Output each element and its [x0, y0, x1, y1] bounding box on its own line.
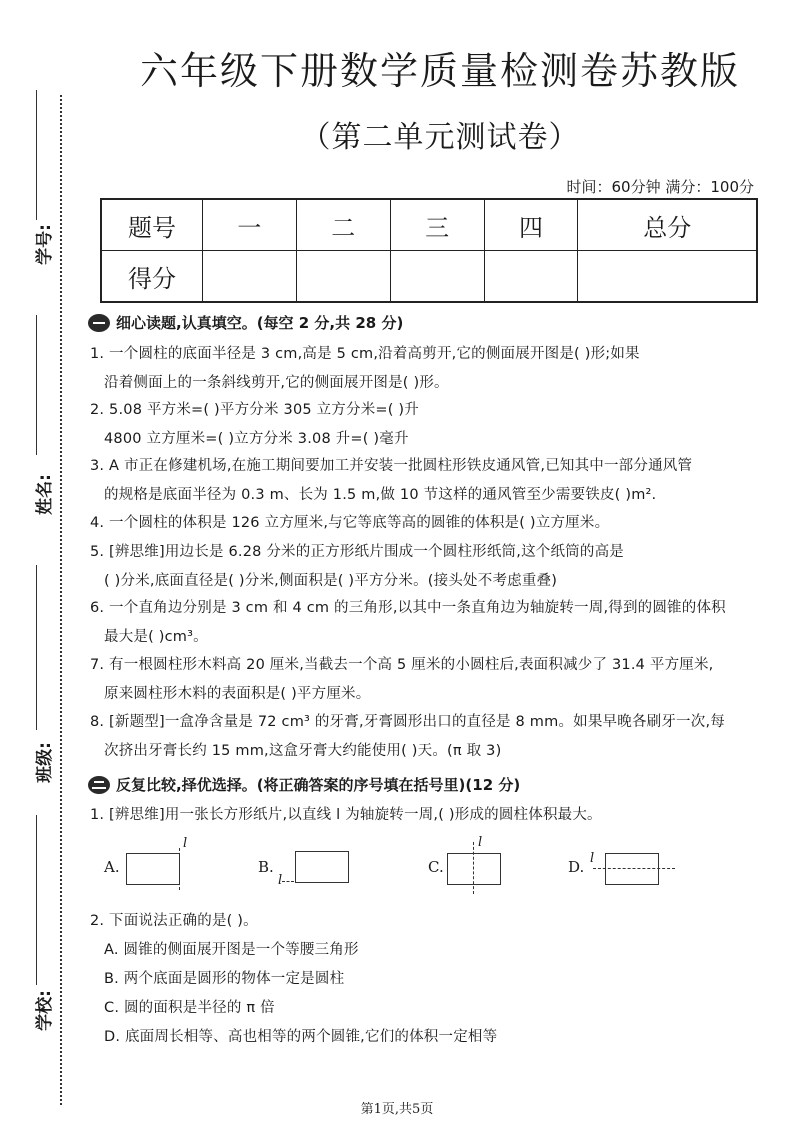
rectangle-shape: [126, 853, 180, 885]
choice-b[interactable]: B. 两个底面是圆形的物体一定是圆柱: [104, 971, 345, 987]
option-label: C.: [428, 858, 444, 876]
score-table-header-row: [101, 199, 757, 251]
rectangle-shape: [295, 851, 349, 883]
score-cell[interactable]: [203, 251, 297, 303]
choice-d[interactable]: D. 底面周长相等、高也相等的两个圆锥,它们的体积一定相等: [104, 1029, 498, 1045]
score-header-cell: 二: [296, 199, 390, 251]
question-text: 的规格是底面半径为 0.3 m、长为 1.5 m,做 10 节这样的通风管至少需要铁皮( )m².: [104, 487, 657, 503]
score-header-cell: 四: [484, 199, 578, 251]
question-1-3: [90, 452, 780, 510]
question-text: 次挤出牙膏长约 15 mm,这盒牙膏大约能使用( )天。(π 取 3): [104, 743, 502, 759]
score-cell[interactable]: [390, 251, 484, 303]
question-text: 1. 一个圆柱的底面半径是 3 cm,高是 5 cm,沿着高剪开,它的侧面展开图是( )形;如果: [90, 346, 640, 362]
school-label: 学校:: [34, 990, 55, 1031]
name-line: [36, 315, 37, 455]
question-1-8: [90, 708, 780, 766]
option-label: B.: [258, 858, 274, 876]
score-cell[interactable]: [296, 251, 390, 303]
section-1-badge-icon: [88, 314, 110, 332]
question-text: 4. 一个圆柱的体积是 126 立方厘米,与它等底等高的圆锥的体积是( )立方厘米。: [90, 515, 610, 531]
question-text: 原来圆柱形木料的表面积是( )平方厘米。: [104, 686, 371, 702]
axis-line: [282, 881, 294, 882]
question-text: 最大是( )cm³。: [104, 629, 208, 645]
school-line: [36, 815, 37, 985]
class-label: 班级:: [34, 742, 55, 783]
question-text: 8. [新题型]一盒净含量是 72 cm³ 的牙膏,牙膏圆形出口的直径是 8 mm。如果早晚各刷牙一次,每: [90, 714, 725, 730]
axis-label: l: [590, 851, 595, 866]
question-1-7: [90, 651, 780, 709]
score-header-cell: 一: [203, 199, 297, 251]
score-cell[interactable]: [578, 251, 757, 303]
question-text: 2. 下面说法正确的是( )。: [90, 913, 258, 929]
student-id-label: 学号:: [34, 224, 55, 265]
question-text: ( )分米,底面直径是( )分米,侧面积是( )平方分米。(接头处不考虑重叠): [104, 573, 558, 589]
score-header-cell: 三: [390, 199, 484, 251]
section-2-heading-text: 反复比较,择优选择。(将正确答案的序号填在括号里)(12 分): [116, 776, 521, 794]
score-header-cell: 题号: [101, 199, 203, 251]
section-2-badge-icon: [88, 776, 110, 794]
score-table-score-row: [101, 251, 757, 303]
question-1-5: [90, 538, 780, 596]
question-text: 7. 有一根圆柱形木料高 20 厘米,当截去一个高 5 厘米的小圆柱后,表面积减少了 31.4 平方厘米,: [90, 657, 714, 673]
score-header-cell: 总分: [578, 199, 757, 251]
question-1-2: [90, 396, 780, 454]
question-text: 3. A 市正在修建机场,在施工期间要加工并安装一批圆柱形铁皮通风管,已知其中一部分通风管: [90, 458, 693, 474]
option-label: A.: [104, 858, 120, 876]
option-label: D.: [568, 858, 585, 876]
question-1-1: [90, 340, 780, 398]
score-cell[interactable]: [484, 251, 578, 303]
axis-label: l: [278, 873, 283, 888]
section-2-heading: [88, 774, 520, 795]
class-line: [36, 565, 37, 730]
student-id-line: [36, 90, 37, 220]
name-label: 姓名:: [34, 474, 55, 515]
rectangle-shape: [605, 853, 659, 885]
axis-label: l: [478, 835, 483, 850]
section-1-heading-text: 细心读题,认真填空。(每空 2 分,共 28 分): [116, 314, 404, 332]
page-title: 六年级下册数学质量检测卷苏教版: [139, 49, 740, 93]
question-text: 6. 一个直角边分别是 3 cm 和 4 cm 的三角形,以其中一条直角边为轴旋转一周,得到的圆锥的体积: [90, 600, 726, 616]
score-row-label: 得分: [101, 251, 203, 303]
question-1-4: [90, 509, 780, 538]
question-text: 沿着侧面上的一条斜线剪开,它的侧面展开图是( )形。: [104, 375, 449, 391]
choice-c[interactable]: C. 圆的面积是半径的 π 倍: [104, 1000, 275, 1016]
page-subtitle: （第二单元测试卷）: [300, 120, 580, 155]
question-text: 4800 立方厘米=( )立方分米 3.08 升=( )毫升: [104, 431, 409, 447]
time-info: 时间：60分钟 满分：100分: [566, 178, 754, 196]
axis-line: [179, 848, 180, 890]
question-1-6: [90, 594, 780, 652]
section-1-heading: [88, 312, 403, 333]
rectangle-shape: [447, 853, 501, 885]
binding-dotted-line: [60, 95, 62, 1105]
question-text: 2. 5.08 平方米=( )平方分米 305 立方分米=( )升: [90, 402, 419, 418]
axis-line: [473, 842, 474, 894]
question-2-1: [90, 801, 780, 830]
page-footer: 第1页,共5页: [360, 1102, 434, 1117]
question-text: 1. [辨思维]用一张长方形纸片,以直线 l 为轴旋转一周,( )形成的圆柱体积最大。: [90, 807, 602, 823]
choice-a[interactable]: A. 圆锥的侧面展开图是一个等腰三角形: [104, 942, 359, 958]
axis-line: [593, 868, 675, 869]
axis-label: l: [183, 836, 188, 851]
question-2-2: [90, 907, 780, 1052]
question-text: 5. [辨思维]用边长是 6.28 分米的正方形纸片围成一个圆柱形纸筒,这个纸筒的高是: [90, 544, 624, 560]
score-table: [100, 198, 758, 303]
